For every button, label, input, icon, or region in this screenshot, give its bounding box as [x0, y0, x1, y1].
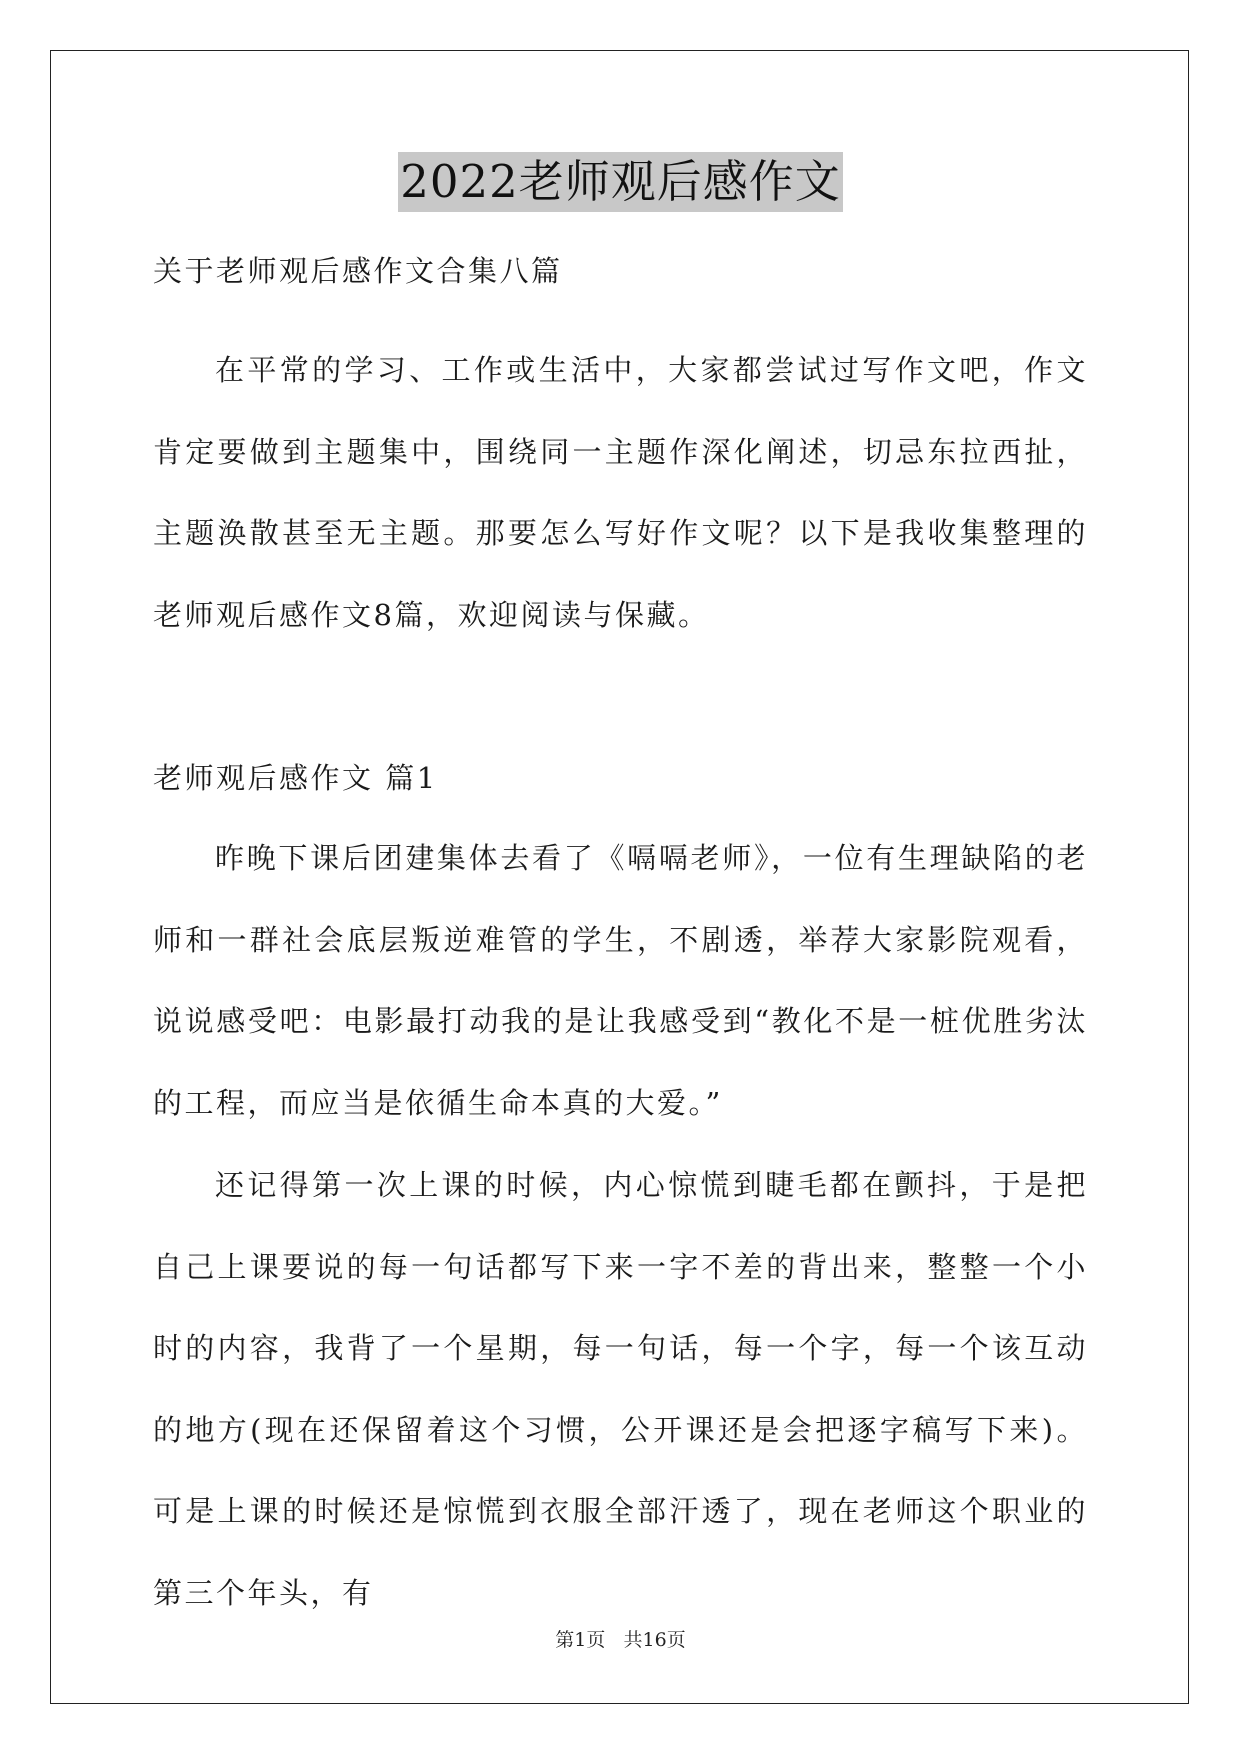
intro-paragraph: 在平常的学习、工作或生活中，大家都尝试过写作文吧，作文肯定要做到主题集中，围绕同一主题作深化阐述，切忌东拉西扯，主题涣散甚至无主题。那要怎么写好作文呢？以下是我收集整理的老师观后感作文8篇，欢迎阅读与保藏。 [153, 353, 1088, 632]
page-number: 第1页 [555, 1629, 606, 1651]
page-footer [0, 1625, 1241, 1652]
body-paragraph-2: 还记得第一次上课的时候，内心惊慌到睫毛都在颤抖，于是把自己上课要说的每一句话都写下来一字不差的背出来，整整一个小时的内容，我背了一个星期，每一句话，每一个字，每一个该互动的地方(现在还保留着这个习惯，公开课还是会把逐字稿写下来)。可是上课的时候还是惊慌到衣服全部汗透了，现在老师这个职业的第三个年头，有 [153, 1168, 1088, 1610]
body-paragraph-1: 昨晚下课后团建集体去看了《嗝嗝老师》，一位有生理缺陷的老师和一群社会底层叛逆难管的学生，不剧透，举荐大家影院观看，说说感受吧：电影最打动我的是让我感受到“教化不是一桩优胜劣汰的工程，而应当是依循生命本真的大爱。” [153, 841, 1088, 1120]
section-title: 老师观后感作文 篇1 [153, 761, 438, 795]
page-total: 共16页 [623, 1629, 686, 1651]
document-title: 2022老师观后感作文 [398, 152, 843, 212]
document-subtitle: 关于老师观后感作文合集八篇 [153, 254, 563, 288]
title-container [0, 152, 1241, 212]
